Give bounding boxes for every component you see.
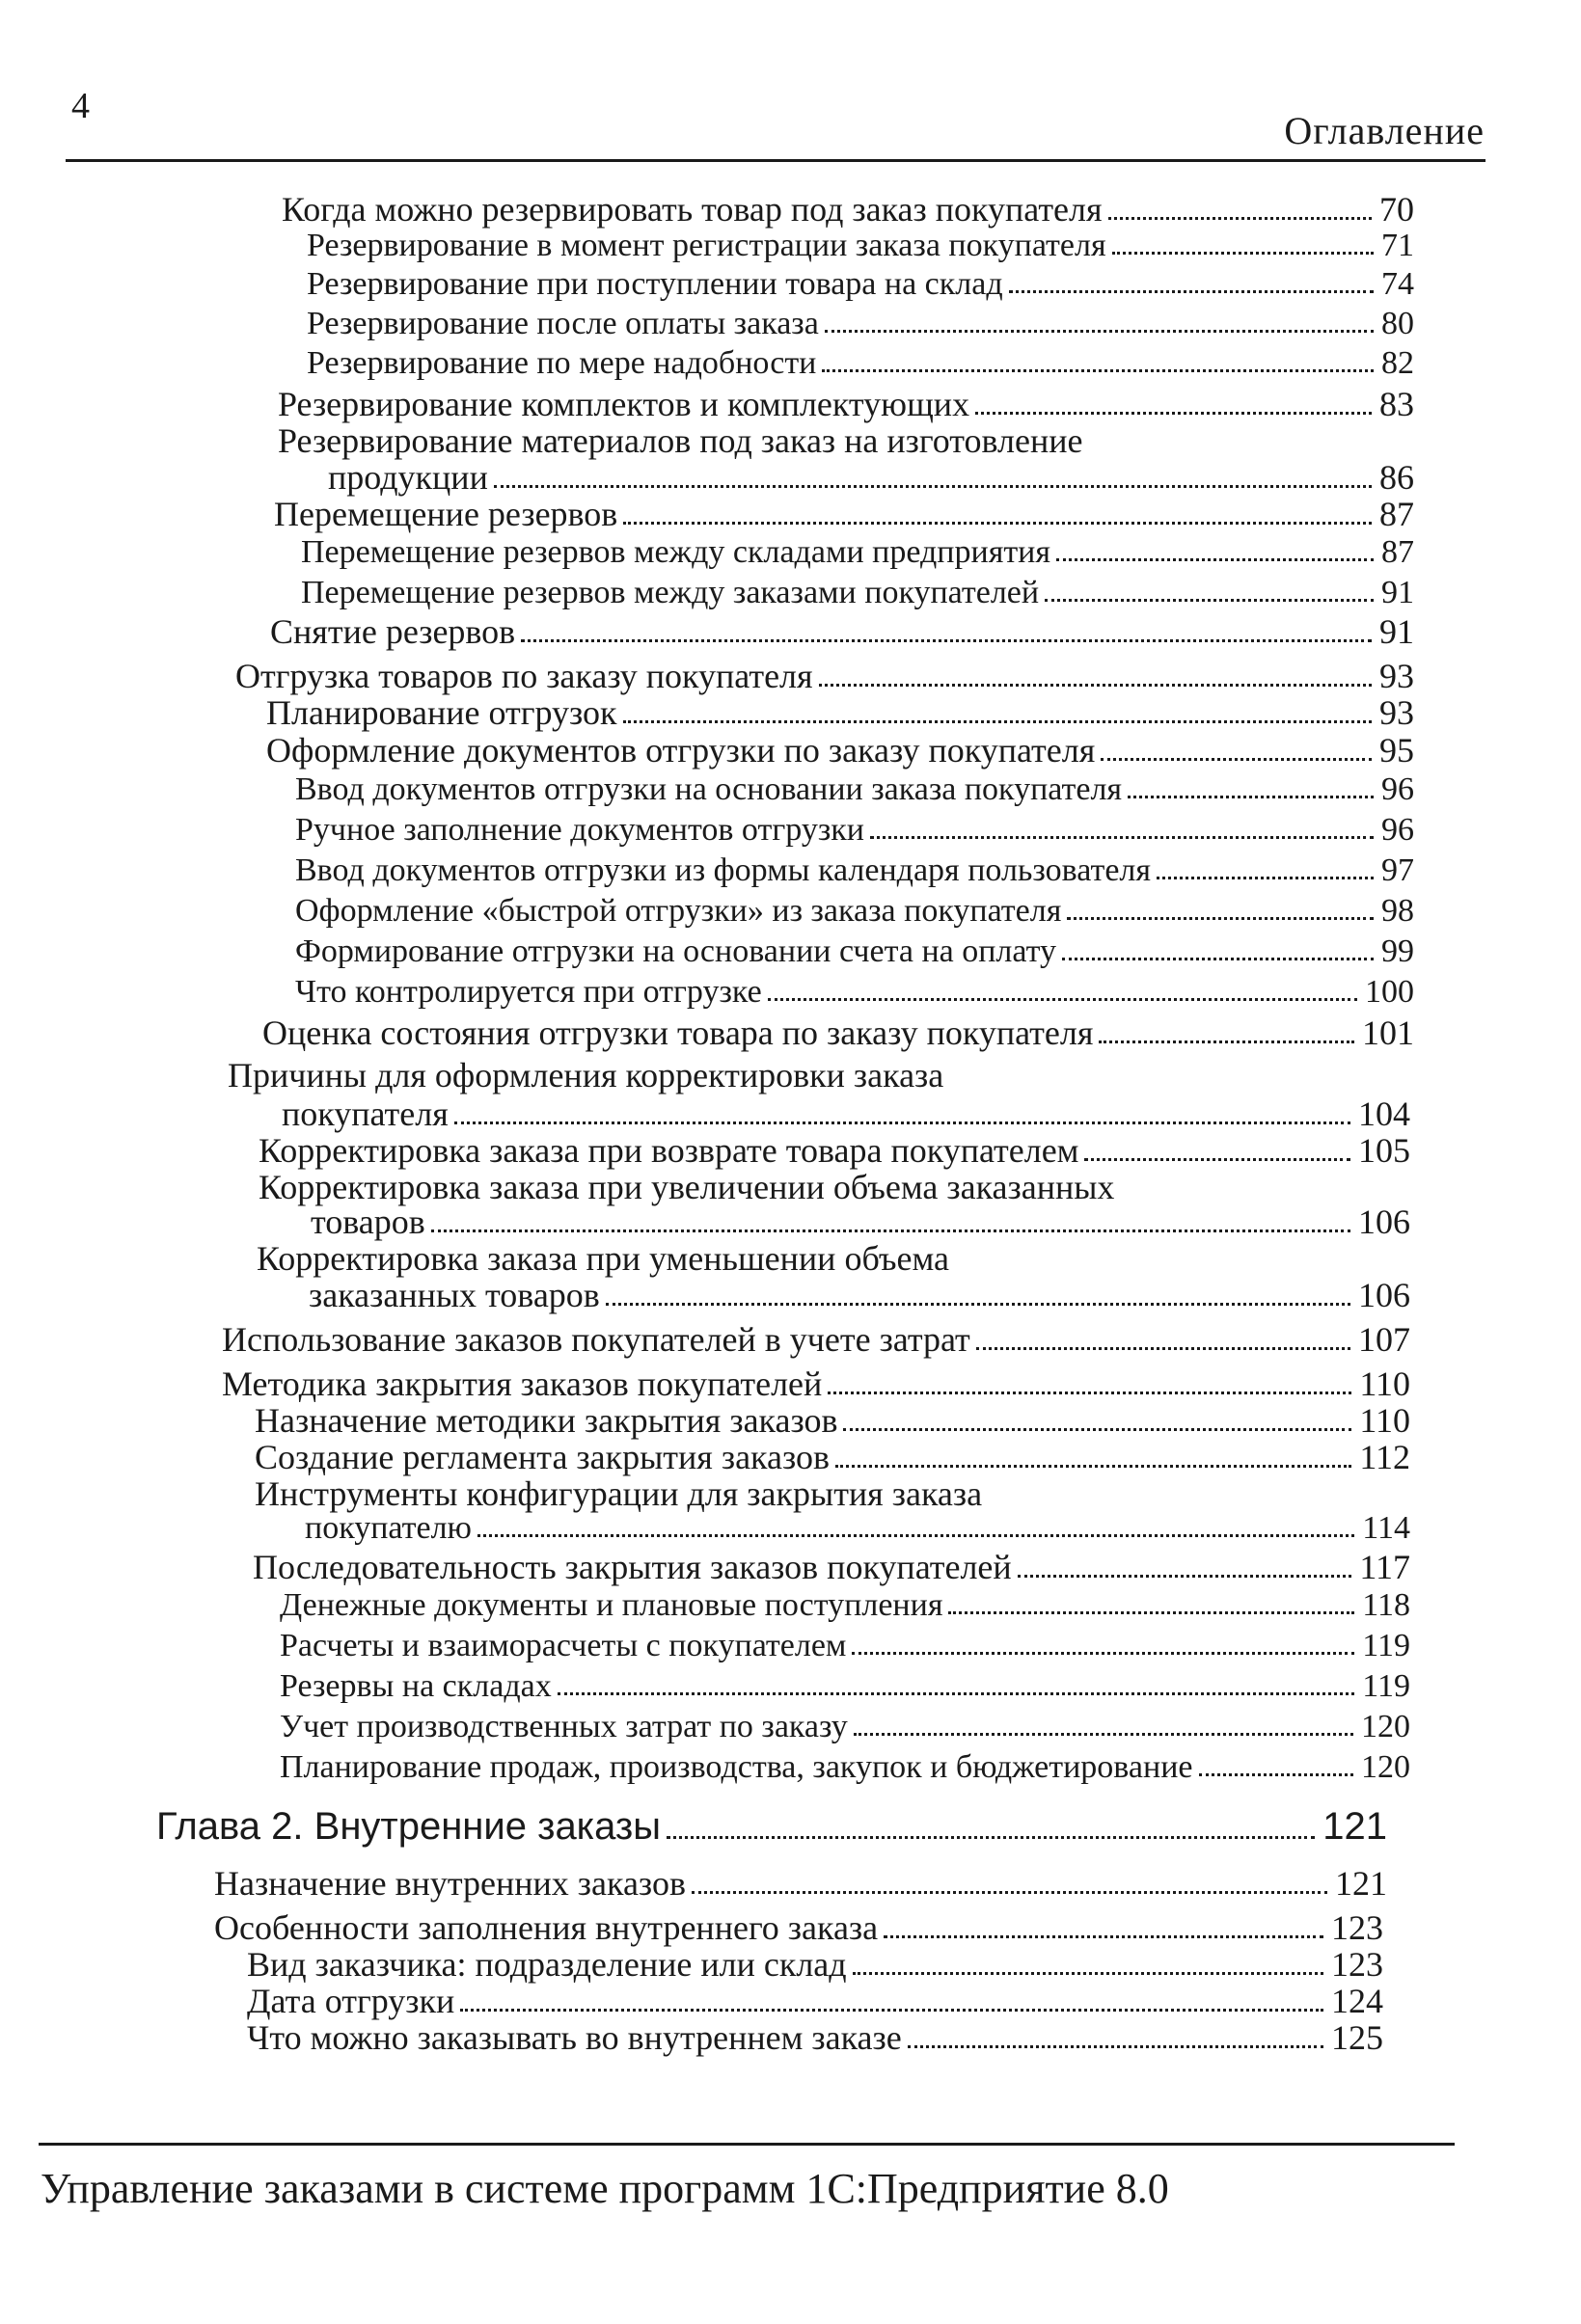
- toc-entry[interactable]: [280, 1749, 1410, 1786]
- toc-entry[interactable]: [266, 692, 1414, 733]
- toc-entry[interactable]: [280, 1587, 1410, 1624]
- toc-entry-title-line1: Инструменты конфигурации для закрытия заказа: [255, 1474, 983, 1513]
- toc-entry-page: 106: [1358, 1276, 1410, 1314]
- toc-leader-dots: [623, 522, 1372, 525]
- toc-entry[interactable]: [222, 1319, 1410, 1360]
- toc-entry-title-line1: Причины для оформления корректировки заказа: [228, 1056, 944, 1094]
- toc-entry[interactable]: [280, 1628, 1410, 1664]
- toc-entry[interactable]: [295, 852, 1414, 889]
- toc-entry-page: 121: [1322, 1805, 1387, 1848]
- toc-leader-dots: [477, 1534, 1354, 1537]
- toc-entry-title: Назначение внутренних заказов: [214, 1864, 686, 1903]
- toc-entry-title: Использование заказов покупателей в учете затрат: [222, 1320, 970, 1359]
- toc-leader-dots: [460, 2009, 1323, 2012]
- toc-entry-page: 74: [1381, 266, 1414, 302]
- toc-entry-page: 114: [1362, 1510, 1410, 1546]
- toc-leader-dots: [1108, 217, 1372, 220]
- toc-entry-title: Снятие резервов: [270, 612, 516, 651]
- toc-entry-page: 82: [1381, 345, 1414, 381]
- toc-entry-page: 110: [1359, 1401, 1410, 1440]
- toc-leader-dots: [1067, 917, 1374, 920]
- toc-leader-dots: [853, 1972, 1323, 1975]
- toc-entry[interactable]: [307, 266, 1414, 303]
- toc-entry[interactable]: [255, 1437, 1410, 1477]
- toc-entry-title: Резервирование при поступлении товара на склад: [307, 266, 1003, 302]
- toc-leader-dots: [828, 1392, 1351, 1394]
- toc-entry-title: Оценка состояния отгрузки товара по заказу покупателя: [262, 1013, 1094, 1052]
- toc-leader-dots: [835, 1465, 1351, 1468]
- toc-entry-title: Учет производственных затрат по заказу: [280, 1709, 848, 1744]
- toc-leader-dots: [521, 639, 1372, 642]
- toc-leader-dots: [819, 684, 1372, 687]
- toc-entry[interactable]: [262, 1013, 1414, 1053]
- toc-entry-page: 106: [1358, 1203, 1410, 1241]
- toc-entry-title: Корректировка заказа при возврате товара покупателем: [259, 1131, 1079, 1170]
- toc-entry[interactable]: [309, 1275, 1410, 1315]
- toc-leader-dots: [1157, 877, 1374, 879]
- toc-leader-dots: [852, 1652, 1354, 1655]
- toc-entry-page: 87: [1379, 495, 1414, 533]
- toc-entry[interactable]: [295, 812, 1414, 849]
- toc-entry[interactable]: [274, 494, 1414, 534]
- toc-entry-title: Что можно заказывать во внутреннем заказе: [247, 2018, 902, 2057]
- toc-entry-page: 119: [1362, 1628, 1410, 1663]
- toc-entry-title-line1: Корректировка заказа при увеличении объема заказанных: [259, 1168, 1115, 1206]
- toc-entry[interactable]: [259, 1130, 1410, 1171]
- toc-entry-title: Что контролируется при отгрузке: [295, 974, 762, 1010]
- toc-leader-dots: [1045, 599, 1374, 602]
- toc-entry-page: 70: [1379, 190, 1414, 229]
- toc-entry[interactable]: [295, 974, 1414, 1011]
- toc-entry[interactable]: [311, 1202, 1410, 1242]
- toc-entry[interactable]: [295, 933, 1414, 970]
- toc-entry-title: Особенности заполнения внутреннего заказа: [214, 1908, 879, 1947]
- toc-entry[interactable]: [328, 457, 1414, 498]
- toc-entry[interactable]: [278, 384, 1414, 424]
- toc-leader-dots: [494, 485, 1372, 488]
- toc-entry-title: Ввод документов отгрузки из формы календаря пользователя: [295, 852, 1152, 888]
- toc-entry[interactable]: [247, 1944, 1383, 1985]
- toc-entry-page: 98: [1381, 893, 1414, 929]
- toc-leader-dots: [975, 412, 1372, 415]
- toc-leader-dots: [908, 2045, 1323, 2048]
- toc-leader-dots: [870, 836, 1374, 839]
- toc-leader-dots: [1056, 558, 1374, 561]
- toc-entry-title: Планирование продаж, производства, закупок и бюджетирование: [280, 1749, 1193, 1785]
- toc-leader-dots: [884, 1935, 1323, 1938]
- toc-entry-page: 99: [1381, 933, 1414, 969]
- toc-leader-dots: [1099, 1040, 1354, 1043]
- toc-entry-page: 71: [1381, 228, 1414, 263]
- toc-entry[interactable]: [307, 345, 1414, 382]
- toc-entry-page: 124: [1331, 1982, 1383, 2020]
- toc-leader-dots: [976, 1347, 1350, 1350]
- toc-entry-title: Резервирование в момент регистрации заказа покупателя: [307, 228, 1106, 263]
- toc-leader-dots: [558, 1692, 1355, 1695]
- toc-entry-page: 86: [1379, 458, 1414, 497]
- toc-entry-page: 112: [1359, 1438, 1410, 1476]
- toc-entry-page: 118: [1362, 1587, 1410, 1623]
- toc-leader-dots: [822, 369, 1374, 372]
- toc-entry-title: Перемещение резервов между заказами покупателей: [301, 575, 1040, 610]
- toc-entry-page: 100: [1365, 974, 1414, 1010]
- toc-entry-page: 125: [1331, 2018, 1383, 2057]
- toc-entry-page: 91: [1379, 612, 1414, 651]
- toc-entry-page: 104: [1358, 1094, 1410, 1133]
- toc-entry-page: 123: [1331, 1908, 1383, 1947]
- toc-entry[interactable]: [214, 1907, 1383, 1948]
- toc-entry[interactable]: [280, 1668, 1410, 1705]
- toc-entry-page: 83: [1379, 385, 1414, 423]
- toc-entry-title: Назначение методики закрытия заказов: [255, 1401, 838, 1440]
- toc-entry-title: Резервы на складах: [280, 1668, 552, 1704]
- toc-entry-title: покупателя: [282, 1094, 449, 1133]
- toc-entry[interactable]: [255, 1400, 1410, 1441]
- toc-entry-page: 87: [1381, 534, 1414, 570]
- toc-entry-title: Расчеты и взаиморасчеты с покупателем: [280, 1628, 847, 1663]
- toc-entry-title: Формирование отгрузки на основании счета на оплату: [295, 933, 1057, 969]
- toc-entry-title: Денежные документы и плановые поступления: [280, 1587, 943, 1623]
- toc-entry[interactable]: [307, 306, 1414, 342]
- toc-entry-title: товаров: [311, 1203, 425, 1241]
- toc-leader-dots: [1084, 1158, 1350, 1161]
- toc-entry[interactable]: [235, 656, 1414, 696]
- toc-entry-page: 105: [1358, 1131, 1410, 1170]
- toc-entry-title: Ручное заполнение документов отгрузки: [295, 812, 864, 848]
- toc-leader-dots: [854, 1733, 1353, 1736]
- toc-leader-dots: [692, 1891, 1327, 1894]
- toc-entry[interactable]: [266, 730, 1414, 770]
- toc-entry-title: Перемещение резервов: [274, 495, 618, 533]
- toc-entry-page: 119: [1362, 1668, 1410, 1704]
- toc-leader-dots: [768, 998, 1357, 1001]
- toc-entry-title: Резервирование комплектов и комплектующих: [278, 385, 970, 423]
- header-title: Оглавление: [1284, 109, 1485, 152]
- toc-leader-dots: [1128, 796, 1374, 798]
- toc-leader-dots: [667, 1836, 1315, 1839]
- footer-rule: [39, 2143, 1455, 2146]
- toc-entry-page: 110: [1359, 1365, 1410, 1403]
- toc-entry-title: Вид заказчика: подразделение или склад: [247, 1945, 847, 1984]
- toc-entry-page: 120: [1361, 1709, 1410, 1744]
- toc-entry-title: Оформление документов отгрузки по заказу покупателя: [266, 731, 1096, 770]
- toc-leader-dots: [825, 330, 1374, 333]
- toc-leader-dots: [843, 1428, 1351, 1431]
- toc-entry[interactable]: [305, 1510, 1410, 1547]
- toc-entry[interactable]: [301, 575, 1414, 611]
- toc-entry-title: Резервирование после оплаты заказа: [307, 306, 819, 341]
- toc-entry-page: 93: [1379, 657, 1414, 695]
- toc-entry[interactable]: [222, 1364, 1410, 1404]
- toc-leader-dots: [1062, 958, 1374, 960]
- toc-entry-title: Резервирование по мере надобности: [307, 345, 817, 381]
- toc-leader-dots: [948, 1611, 1354, 1614]
- toc-entry-page: 107: [1358, 1320, 1410, 1359]
- page-number: 4: [71, 86, 90, 126]
- toc-leader-dots: [1009, 290, 1374, 293]
- toc-entry-title: Оформление «быстрой отгрузки» из заказа покупателя: [295, 893, 1062, 929]
- toc-leader-dots: [623, 720, 1372, 723]
- toc-entry[interactable]: [214, 1863, 1387, 1904]
- toc-entry[interactable]: [270, 611, 1414, 652]
- toc-leader-dots: [1112, 252, 1374, 255]
- toc-leader-dots: [431, 1230, 1350, 1232]
- toc-entry[interactable]: [295, 771, 1414, 808]
- toc-entry-title: продукции: [328, 458, 488, 497]
- toc-entry-page: 117: [1359, 1548, 1410, 1586]
- toc-entry[interactable]: [253, 1547, 1410, 1587]
- toc-entry-page: 97: [1381, 852, 1414, 888]
- toc-entry-page: 120: [1361, 1749, 1410, 1785]
- toc-entry-title-line1: Корректировка заказа при уменьшении объема: [257, 1239, 949, 1278]
- toc-entry[interactable]: [280, 1709, 1410, 1745]
- toc-entry[interactable]: [295, 893, 1414, 930]
- toc-entry[interactable]: [301, 534, 1414, 571]
- toc-leader-dots: [1199, 1773, 1354, 1776]
- toc-entry-title: Методика закрытия заказов покупателей: [222, 1365, 823, 1403]
- toc-entry-page: 95: [1379, 731, 1414, 770]
- toc-entry-title: Когда можно резервировать товар под заказ покупателя: [282, 190, 1103, 229]
- toc-entry-title-line1: Резервирование материалов под заказ на изготовление: [278, 421, 1083, 460]
- toc-entry-page: 80: [1381, 306, 1414, 341]
- toc-entry-page: 93: [1379, 693, 1414, 732]
- toc-entry-page: 121: [1335, 1864, 1387, 1903]
- toc-entry-page: 101: [1362, 1013, 1414, 1052]
- toc-entry-page: 96: [1381, 771, 1414, 807]
- toc-entry[interactable]: [247, 1981, 1383, 2021]
- toc-entry-title: Глава 2. Внутренние заказы: [156, 1805, 661, 1848]
- toc-entry-title: Создание регламента закрытия заказов: [255, 1438, 830, 1476]
- toc-entry-title: заказанных товаров: [309, 1276, 600, 1314]
- toc-leader-dots: [1018, 1575, 1352, 1578]
- toc-entry[interactable]: [247, 2017, 1383, 2058]
- toc-entry[interactable]: [282, 1094, 1410, 1134]
- toc-entry-title: Отгрузка товаров по заказу покупателя: [235, 657, 813, 695]
- toc-chapter-entry[interactable]: [156, 1805, 1387, 1849]
- toc-entry-title: Планирование отгрузок: [266, 693, 617, 732]
- toc-leader-dots: [454, 1121, 1350, 1124]
- toc-entry-title: Последовательность закрытия заказов покупателей: [253, 1548, 1012, 1586]
- toc-entry-title: покупателю: [305, 1510, 472, 1546]
- toc-entry[interactable]: [282, 189, 1414, 230]
- toc-entry-page: 123: [1331, 1945, 1383, 1984]
- toc-entry-page: 91: [1381, 575, 1414, 610]
- toc-leader-dots: [606, 1303, 1350, 1306]
- toc-entry-title: Перемещение резервов между складами предприятия: [301, 534, 1051, 570]
- toc-leader-dots: [1101, 758, 1372, 761]
- toc-entry[interactable]: [307, 228, 1414, 264]
- toc-entry-title: Ввод документов отгрузки на основании заказа покупателя: [295, 771, 1123, 807]
- toc-entry-title: Дата отгрузки: [247, 1982, 455, 2020]
- toc-entry-page: 96: [1381, 812, 1414, 848]
- footer-title: Управление заказами в системе программ 1С:Предприятие 8.0: [41, 2165, 1169, 2212]
